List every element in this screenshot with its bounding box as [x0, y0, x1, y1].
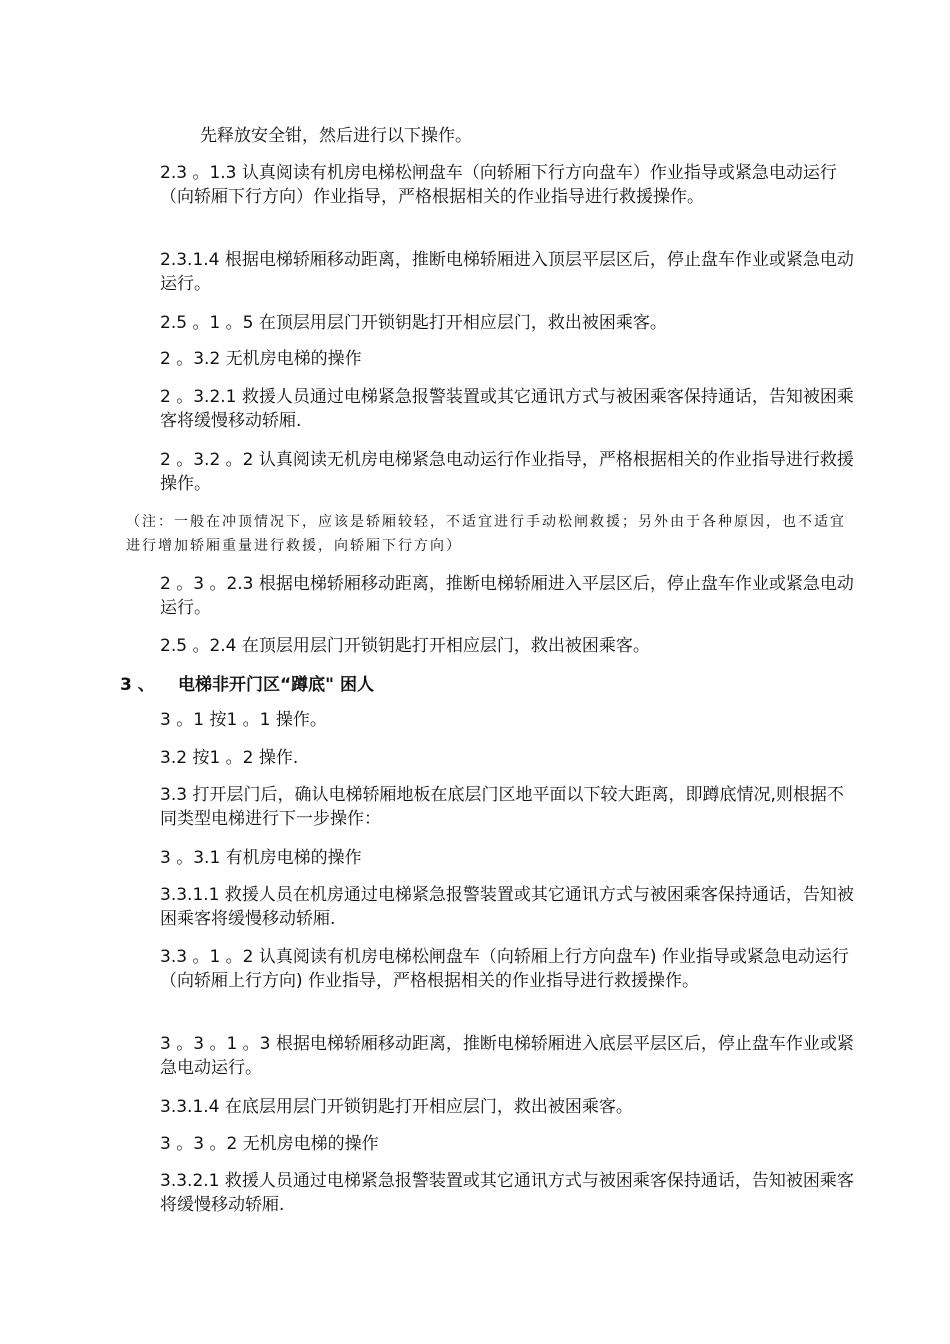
paragraph-2-5-1-5: [160, 311, 860, 335]
paragraph-number: 2: [160, 450, 177, 470]
paragraph-2-3-2-1: [160, 385, 860, 433]
paragraph-text: 。3 。1 。3 根据电梯轿厢移动距离，推断电梯轿厢进入底层平层区后，停止盘车作业或紧急电动运行。: [160, 1034, 854, 1078]
paragraph-text: 打开层门后，确认电梯轿厢地板在底层门区地平面以下较大距离，即蹲底情况,则根据不同类型电梯进行下一步操作：: [160, 785, 844, 829]
paragraph-text: 。3.2 无机房电梯的操作: [176, 349, 362, 369]
paragraph-3-3: [160, 783, 860, 831]
paragraph-number: 3.3.1.1: [160, 885, 225, 905]
paragraph-number: 3: [160, 1134, 177, 1154]
paragraph-3-3-1-2: [160, 945, 860, 993]
paragraph-3-3-2-1: [160, 1169, 860, 1217]
paragraph-text: 。1.3 认真阅读有机房电梯松闸盘车（向轿厢下行方向盘车）作业指导或紧急电动运行（向轿厢下行方向）作业指导，严格根据相关的作业指导进行救援操作。: [160, 163, 837, 207]
paragraph-text: 。3.1 有机房电梯的操作: [176, 848, 362, 868]
paragraph-text: 。1 按1 。1 操作。: [176, 710, 327, 730]
paragraph-text: 在底层用层门开锁钥匙打开相应层门，救出被困乘客。: [224, 1097, 633, 1117]
paragraph-3-2: [160, 746, 860, 770]
paragraph-text: 先释放安全钳，然后进行以下操作。: [200, 126, 472, 146]
section-heading-3: [120, 673, 374, 697]
paragraph-text: 。3 。2 无机房电梯的操作: [176, 1134, 379, 1154]
paragraph-3-3-1: [160, 846, 860, 870]
paragraph-number: 3.3: [160, 947, 193, 967]
paragraph-number: 3: [160, 1034, 177, 1054]
paragraph-number: 3: [160, 848, 177, 868]
paragraph-number: 2: [160, 349, 177, 369]
paragraph-2-3-2-2: [160, 448, 860, 496]
paragraph-text: 按1 。2 操作.: [192, 748, 299, 768]
paragraph-text: 根据电梯轿厢移动距离，推断电梯轿厢进入顶层平层区后，停止盘车作业或紧急电动运行。: [160, 250, 854, 294]
section-number: 3 、: [120, 675, 155, 695]
paragraph-2-3-2: [160, 347, 860, 371]
paragraph-number: 2.5: [160, 636, 193, 656]
paragraph-text: 救援人员在机房通过电梯紧急报警装置或其它通讯方式与被困乘客保持通话，告知被困乘客将缓慢移动轿厢.: [160, 885, 854, 929]
paragraph-3-3-2: [160, 1132, 860, 1156]
paragraph-number: 2.3: [160, 163, 193, 183]
paragraph-number: 3.3: [160, 785, 193, 805]
paragraph-number: 3.3.1.4: [160, 1097, 225, 1117]
paragraph-number: 2.3.1.4: [160, 250, 225, 270]
note-text: （注：一般在冲顶情况下，应该是轿厢较轻，不适宜进行手动松闸救援；另外由于各种原因，也不适宜进行增加轿厢重量进行救援，向轿厢下行方向）: [126, 514, 846, 554]
paragraph-number: 3.2: [160, 748, 193, 768]
paragraph-text: 。3.2 。2 认真阅读无机房电梯紧急电动运行作业指导，严格根据相关的作业指导进行救援操作。: [160, 450, 854, 494]
paragraph-text: 救援人员通过电梯紧急报警装置或其它通讯方式与被困乘客保持通话，告知被困乘客将缓慢移动轿厢.: [160, 1171, 854, 1215]
paragraph-2-3-2-3: [160, 572, 860, 620]
paragraph-number: 3: [160, 710, 177, 730]
paragraph-3-3-1-1: [160, 883, 860, 931]
paragraph-2-5-2-4: [160, 634, 860, 658]
paragraph-2-3-1-4: [160, 248, 860, 296]
paragraph-text: 。1 。5 在顶层用层门开锁钥匙打开相应层门，救出被困乘客。: [192, 313, 667, 333]
paragraph-number: 2.5: [160, 313, 193, 333]
paragraph-text: 。1 。2 认真阅读有机房电梯松闸盘车（向轿厢上行方向盘车) 作业指导或紧急电动运行（向轿厢上行方向) 作业指导，严格根据相关的作业指导进行救援操作。: [160, 947, 849, 991]
paragraph-3-1: [160, 708, 860, 732]
paragraph-number: 3.3.2.1: [160, 1171, 225, 1191]
paragraph-number: 2: [160, 574, 177, 594]
paragraph-text: 。3 。2.3 根据电梯轿厢移动距离，推断电梯轿厢进入平层区后，停止盘车作业或紧急电动运行。: [160, 574, 854, 618]
paragraph-number: 2: [160, 387, 177, 407]
paragraph-text: 。2.4 在顶层用层门开锁钥匙打开相应层门，救出被困乘客。: [192, 636, 650, 656]
paragraph-3-3-1-3: [160, 1032, 860, 1080]
paragraph-continuation: [200, 124, 472, 148]
paragraph-2-3-1-3: [160, 161, 860, 209]
paragraph-3-3-1-4: [160, 1095, 860, 1119]
paragraph-text: 。3.2.1 救援人员通过电梯紧急报警装置或其它通讯方式与被困乘客保持通话，告知被困乘客将缓慢移动轿厢.: [160, 387, 854, 431]
section-title: 电梯非开门区“蹲底" 困人: [178, 675, 374, 695]
